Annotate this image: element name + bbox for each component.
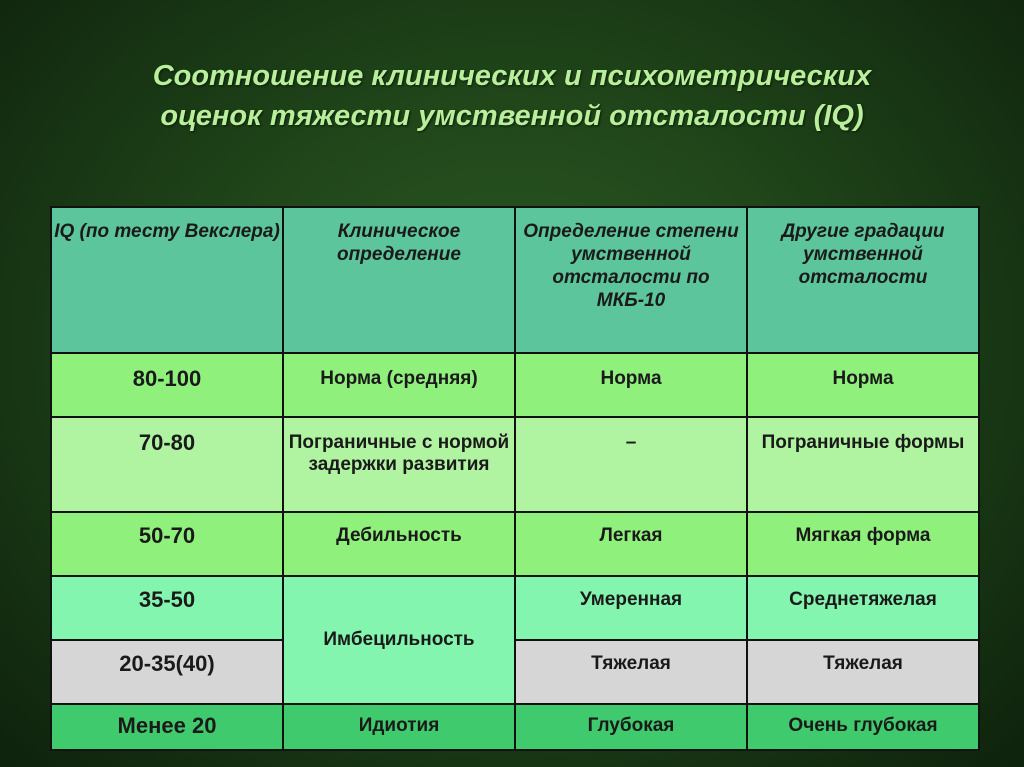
cell-iq: 70-80 bbox=[51, 417, 283, 511]
slide-title-line-2: оценок тяжести умственной отсталости (IQ) bbox=[160, 100, 864, 132]
header-iq: IQ (по тесту Векслера) bbox=[51, 207, 283, 353]
cell-clinical: Дебильность bbox=[283, 512, 515, 576]
cell-icd10: Умеренная bbox=[515, 576, 747, 640]
cell-icd10: Глубокая bbox=[515, 704, 747, 750]
cell-icd10: Тяжелая bbox=[515, 640, 747, 704]
cell-other: Мягкая форма bbox=[747, 512, 979, 576]
cell-iq: 80-100 bbox=[51, 353, 283, 417]
cell-clinical: Идиотия bbox=[283, 704, 515, 750]
cell-iq: 20-35(40) bbox=[51, 640, 283, 704]
cell-clinical-merged: Имбецильность bbox=[283, 576, 515, 704]
cell-other: Тяжелая bbox=[747, 640, 979, 704]
cell-iq: 50-70 bbox=[51, 512, 283, 576]
table-row bbox=[51, 417, 979, 511]
slide-title bbox=[40, 56, 984, 136]
header-other: Другие градации умственной отсталости bbox=[747, 207, 979, 353]
table-header-row bbox=[51, 207, 979, 353]
table-row bbox=[51, 353, 979, 417]
table-row bbox=[51, 576, 979, 640]
cell-other: Среднетяжелая bbox=[747, 576, 979, 640]
header-clinical: Клиническое определение bbox=[283, 207, 515, 353]
slide-title-line-1: Соотношение клинических и психометрических bbox=[152, 60, 872, 92]
iq-severity-table bbox=[50, 206, 980, 751]
table-row bbox=[51, 704, 979, 750]
cell-icd10: – bbox=[515, 417, 747, 511]
cell-icd10: Норма bbox=[515, 353, 747, 417]
cell-clinical: Норма (средняя) bbox=[283, 353, 515, 417]
cell-icd10: Легкая bbox=[515, 512, 747, 576]
cell-other: Пограничные формы bbox=[747, 417, 979, 511]
cell-iq: Менее 20 bbox=[51, 704, 283, 750]
table-row bbox=[51, 512, 979, 576]
cell-clinical: Пограничные с нормой задержки развития bbox=[283, 417, 515, 511]
table-row bbox=[51, 640, 979, 704]
cell-iq: 35-50 bbox=[51, 576, 283, 640]
cell-other: Очень глубокая bbox=[747, 704, 979, 750]
header-icd10: Определение степени умственной отсталости по МКБ-10 bbox=[515, 207, 747, 353]
cell-other: Норма bbox=[747, 353, 979, 417]
